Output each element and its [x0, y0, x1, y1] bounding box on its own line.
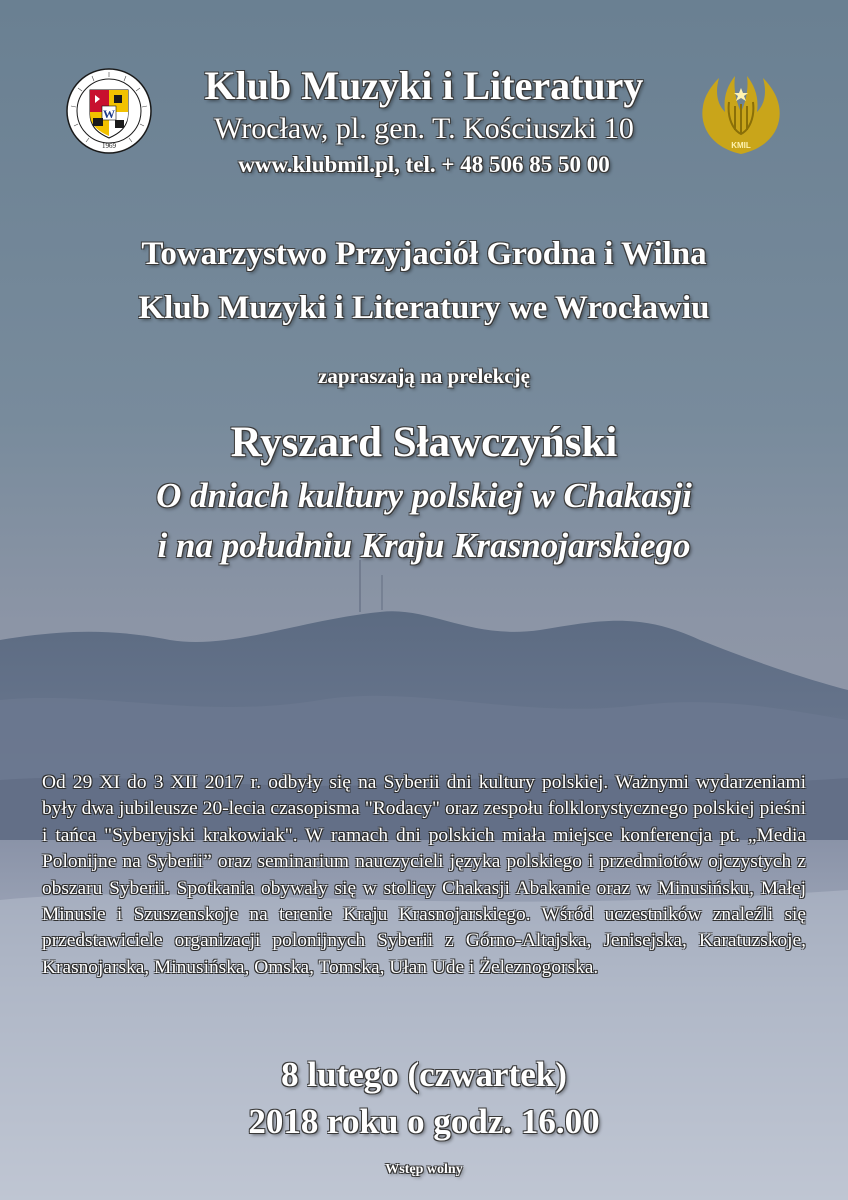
event-description: Od 29 XI do 3 XII 2017 r. odbyły się na Syberii dni kultury polskiej. Ważnymi wydarzeniami były dwa jubileusze 20-lecia czasopisma "Rodacy" oraz zespołu folklorystycznego polskiej pieśni i tańca "Syberyjski krakowiak". W ramach dni polskich miała miejsce konferencja pt. „Media Polonijne na Syberii” oraz seminarium nauczycieli języka polskiego i przedmiotów ojczystych z obszaru Syberii. Spotkania obywały się w stolicy Chakasji Abakanie oraz w Minusińsku, Małej Minusie i Szuszenskoje na terenie Kraju Krasnojarskiego. Wśród uczestników znaleźli się przedstawiciele organizacji polonijnych Syberii z Górno-Altajska, Jenisejska, Karatuzskoje, Krasnojarska, Minusińska, Omska, Tomska, Ułan Ude i Żeleznogorska. [42, 772, 806, 978]
club-contact: www.klubmil.pl, tel. + 48 506 85 50 00 [238, 152, 610, 177]
event-time: 2018 roku o godz. 16.00 [248, 1102, 600, 1141]
organizer-line-1: Towarzystwo Przyjaciół Grodna i Wilna [141, 236, 707, 272]
invitation-text: zapraszają na prelekcję [318, 364, 530, 388]
club-name: Klub Muzyki i Literatury [204, 63, 644, 108]
club-address: Wrocław, pl. gen. T. Kościuszki 10 [214, 112, 634, 145]
event-date: 8 lutego (czwartek) [281, 1055, 567, 1094]
speaker-name: Ryszard Sławczyński [230, 419, 618, 466]
lecture-title-line-1: O dniach kultury polskiej w Chakasji [156, 476, 692, 515]
organizer-line-2: Klub Muzyki i Literatury we Wrocławiu [138, 290, 710, 326]
logo-text: KMIL [731, 141, 751, 150]
seal-year: 1969 [102, 142, 116, 150]
lecture-title-line-2: i na południu Kraju Krasnojarskiego [157, 526, 691, 565]
entry-info: Wstęp wolny [385, 1162, 463, 1177]
svg-text:W: W [103, 107, 115, 121]
